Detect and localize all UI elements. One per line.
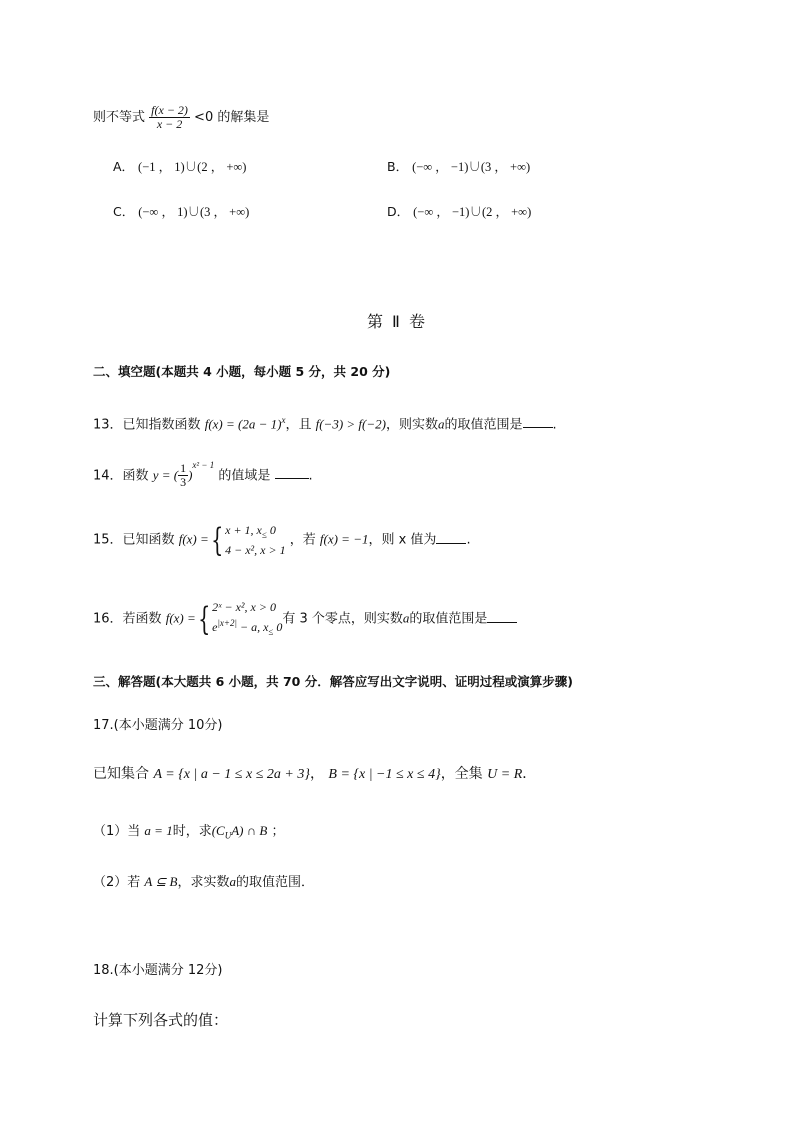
q17-p1-sub: U [224,830,232,841]
q13-formula-1: f(x) = (2a − 1) [204,416,282,432]
q16-case-2-sub: ≤ [268,626,274,637]
question-13 [93,411,557,434]
q16-case-2-base: e [212,620,218,634]
question-16 [93,599,517,639]
q16-case-2-tail: − a, x [236,620,269,634]
q16-case-2-end: 0 [273,620,283,634]
q13-exponent: x [281,415,286,425]
q12-stem [93,104,269,131]
q16-text-3: 的取值范围是 [409,611,488,627]
answer-blank [487,610,517,623]
q15-text-2: ，若 [289,532,316,548]
q15-case-1: x + 1, x [225,523,262,537]
q12-frac-num: f(x − 2) [151,103,188,117]
q15-case-1-tail: 0 [266,523,276,537]
q16-case-2-exp: |x+2| [217,618,237,628]
q17-p2-variable: a [229,874,236,889]
option-label: D． [387,204,410,219]
question-number: 15． [93,532,123,548]
option-label: C． [113,204,135,219]
q14-exponent: x² − 1 [192,460,215,470]
q17-p1-text-2: 时，求 [172,824,212,839]
answer-blank [275,466,309,479]
q17-p1-end: ； [271,824,285,839]
q12-option-c [113,203,249,221]
question-number: 14． [93,468,123,484]
left-brace-icon: { [210,521,224,560]
question-number: 16． [93,611,123,627]
q17-p2-text-2: ，求实数 [177,875,230,890]
q12-intro: 则不等式 [93,110,146,125]
q17-p1-math-3: A) ∩ B [231,823,268,838]
q12-frac-den: x − 2 [156,117,183,131]
question-15 [93,522,471,558]
q14-text-1: 函数 [122,468,149,484]
q16-text-1: 若函数 [122,611,162,627]
q17-text-1: 已知集合 [93,766,149,782]
question-14 [93,462,313,489]
q13-text-2: ，且 [285,417,312,433]
q17-p1-math-2: (C [211,823,225,838]
q12-option-b [387,158,530,176]
q16-case-1: 2ˣ − x², x > 0 [212,600,276,614]
q17-text-3: ，全集 [440,766,483,782]
answer-blank [523,415,553,428]
q15-case-1-sub: ≤ [261,529,267,540]
q15-formula-2: f(x) = −1 [319,531,369,547]
option-text: (−1 ， 1)∪(2 ， +∞) [138,160,247,174]
q14-frac-num: 1 [180,461,187,476]
q17-p2-math: A ⊆ B [144,874,178,889]
q14-fraction [178,462,188,489]
q16-variable: a [402,610,410,626]
q16-piecewise [212,599,282,639]
q17-p1-label: （1）当 [93,824,141,839]
q13-end: . [552,417,557,433]
q17-set-b: B = {x | −1 ≤ x ≤ 4} [328,767,441,782]
option-label: B． [387,159,409,174]
option-text: (−∞ ， −1)∪(2 ， +∞) [413,205,532,219]
q15-formula: f(x) = [178,531,209,547]
q17-p1-math-1: a = 1 [144,823,173,838]
q15-piecewise [225,522,285,558]
q17-text-2: ， [309,766,324,782]
q13-text-1: 已知指数函数 [122,417,201,433]
q15-case-2: 4 − x², x > 1 [225,543,286,558]
q14-formula-2: ) [188,467,193,483]
option-label: A． [113,159,135,174]
q13-formula-2: f(−3) > f(−2) [315,416,386,432]
q15-text-3: ，则 x 值为 [368,532,437,548]
option-text: (−∞ ， −1)∪(3 ， +∞) [412,160,531,174]
q12-option-a [113,158,246,176]
q17-statement [93,765,536,784]
q16-text-2: 有 3 个零点，则实数 [282,611,403,627]
section2-heading: 二、填空题(本题共 4 小题，每小题 5 分，共 20 分) [93,364,391,379]
option-text: (−∞ ， 1)∪(3 ， +∞) [138,205,250,219]
q17-part-2 [93,873,314,892]
q17-header: 17.(本小题满分 10分) [93,718,223,733]
q14-text-2: 的值域是 [218,468,271,484]
q13-text-4: 的取值范围是 [444,417,523,433]
q14-end: . [308,468,313,484]
question-number: 13． [93,417,123,433]
q13-text-3: ，则实数 [385,417,438,433]
q14-frac-den: 3 [180,475,187,490]
q16-formula: f(x) = [165,610,196,626]
q13-variable: a [437,416,445,432]
q12-option-d [387,203,531,221]
answer-blank [436,531,466,544]
part2-title: 第 Ⅱ 卷 [366,312,428,331]
q18-line-1: 计算下列各式的值： [93,1011,229,1029]
q17-p2-label: （2）若 [93,875,141,890]
q15-text-1: 已知函数 [122,532,175,548]
left-brace-icon: { [197,600,211,639]
q17-set-a: A = {x | a − 1 ≤ x ≤ 2a + 3} [153,767,310,782]
q15-end: . [466,532,471,548]
section3-heading: 三、解答题(本大题共 6 小题，共 70 分．解答应写出文字说明、证明过程或演算步骤) [93,674,573,689]
q18-header: 18.(本小题满分 12分) [93,963,223,978]
q17-p2-text-3: 的取值范围． [235,875,314,890]
q17-end: ． [522,766,537,782]
q17-part-1 [93,822,284,845]
q14-formula-1: y = ( [152,467,179,483]
q17-set-u: U = R [487,767,523,782]
q12-tail: <0 的解集是 [194,110,270,125]
q12-fraction [149,104,190,131]
